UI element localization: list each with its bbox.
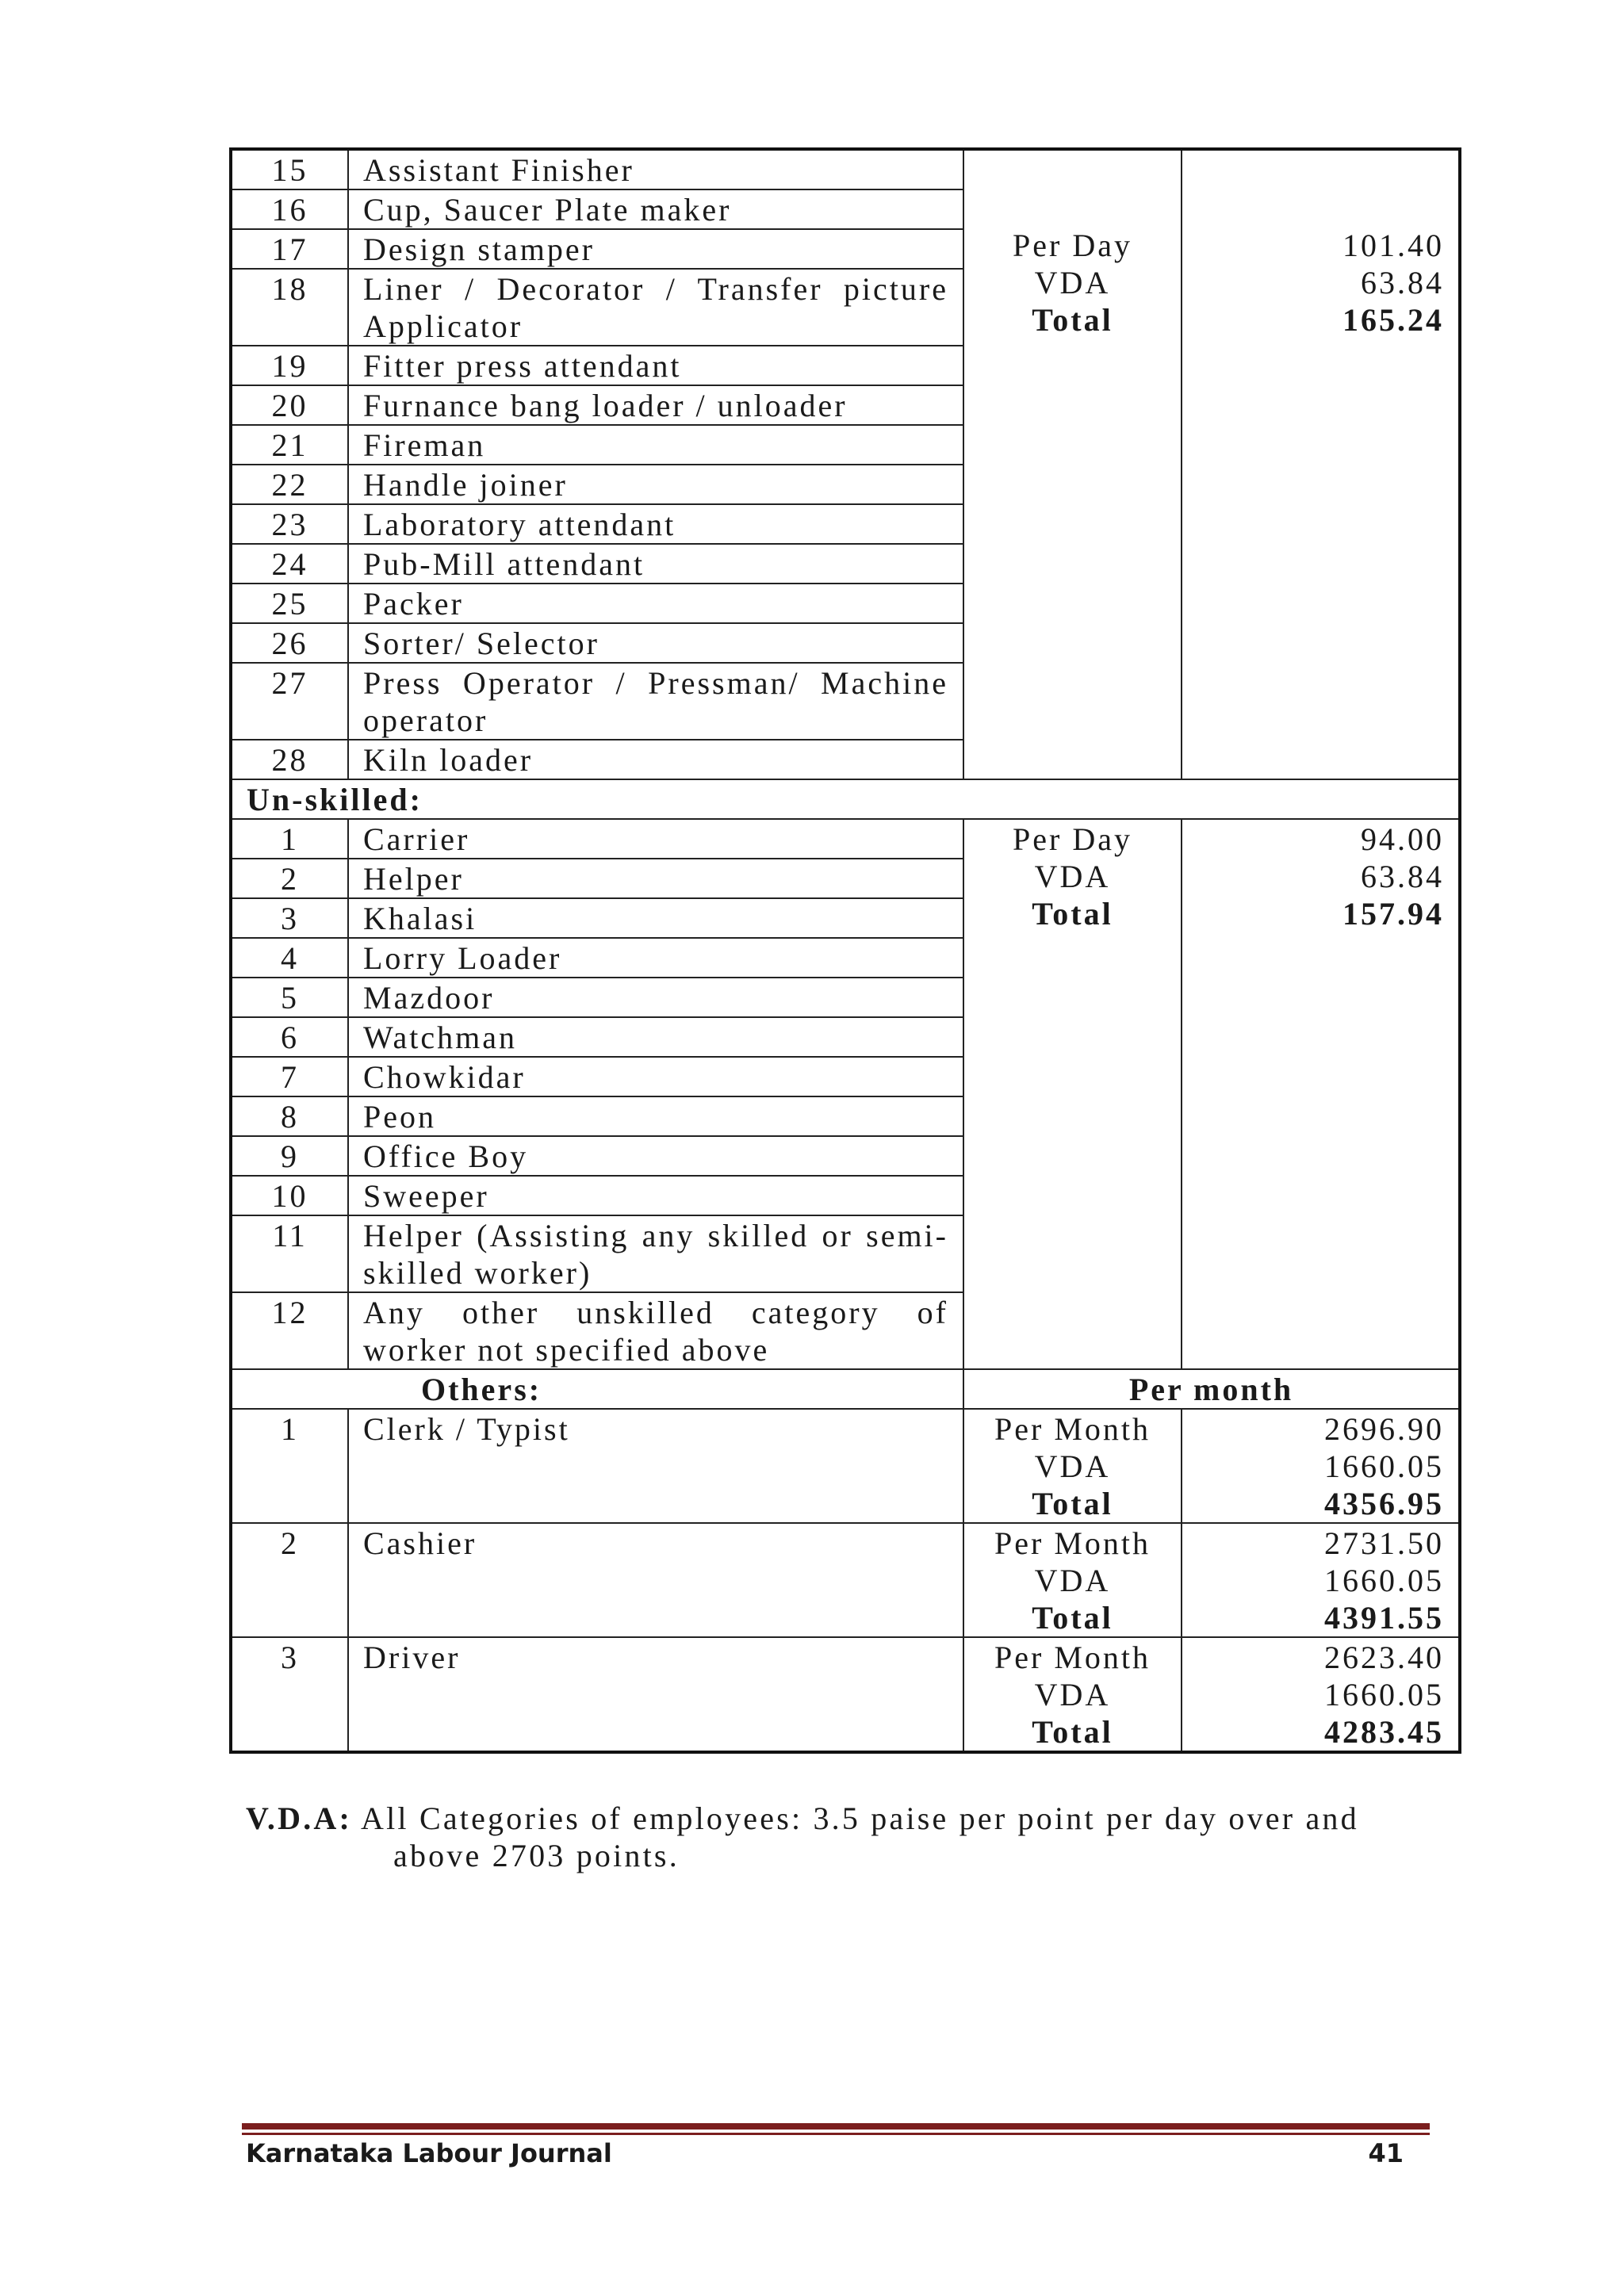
rate-values (1182, 1523, 1460, 1637)
row-number: 17 (231, 229, 348, 269)
rate-value-per-month: 2623.40 (1324, 1640, 1444, 1675)
row-number: 9 (231, 1136, 348, 1176)
wage-table (229, 147, 1461, 1754)
category-name: Laboratory attendant (348, 504, 963, 544)
rate-label-vda: VDA (1034, 1677, 1111, 1712)
rate-label-total: Total (1032, 1714, 1113, 1750)
rate-label-total: Total (1032, 896, 1113, 932)
rate-label-total: Total (1032, 1600, 1113, 1636)
rate-labels (963, 1523, 1182, 1637)
table-row (231, 149, 1460, 189)
category-name: Office Boy (348, 1136, 963, 1176)
category-name: Sorter/ Selector (348, 623, 963, 663)
category-name: Packer (348, 584, 963, 623)
vda-note-key: V.D.A: (246, 1800, 353, 1836)
category-name: Helper (Assisting any skilled or semi-skilled worker) (348, 1215, 963, 1292)
rate-labels (963, 1409, 1182, 1523)
row-number: 22 (231, 465, 348, 504)
row-number: 7 (231, 1057, 348, 1096)
row-number: 24 (231, 544, 348, 584)
table-row (231, 819, 1460, 859)
category-name: Kiln loader (348, 740, 963, 779)
rate-labels (963, 149, 1182, 779)
category-name: Handle joiner (348, 465, 963, 504)
rate-label-per-day: Per Day (1013, 228, 1132, 263)
category-name: Chowkidar (348, 1057, 963, 1096)
category-name: Carrier (348, 819, 963, 859)
per-month-heading: Per month (963, 1369, 1460, 1409)
row-number: 19 (231, 346, 348, 385)
category-name: Cashier (348, 1523, 963, 1637)
section-heading-row (231, 779, 1460, 819)
category-name: Helper (348, 859, 963, 898)
row-number: 2 (231, 859, 348, 898)
vda-note-text: All Categories of employees: 3.5 paise per point per day over and (361, 1800, 1359, 1836)
category-name: Lorry Loader (348, 938, 963, 978)
footer-page-number: 41 (1368, 2138, 1404, 2168)
row-number: 15 (231, 149, 348, 189)
rate-label-total: Total (1032, 1486, 1113, 1521)
rate-value-per-day: 94.00 (1361, 821, 1444, 857)
rate-value-total: 157.94 (1342, 896, 1444, 932)
footer-journal-title: Karnataka Labour Journal (246, 2138, 612, 2168)
row-number: 3 (231, 898, 348, 938)
category-name: Press Operator / Pressman/ Machine operator (348, 663, 963, 740)
rate-value-per-month: 2696.90 (1324, 1411, 1444, 1447)
row-number: 20 (231, 385, 348, 425)
rate-labels (963, 819, 1182, 1369)
footer-rule (242, 2123, 1430, 2130)
category-name: Fitter press attendant (348, 346, 963, 385)
row-number: 18 (231, 269, 348, 346)
row-number: 11 (231, 1215, 348, 1292)
table-row (231, 1637, 1460, 1752)
vda-note-text-continued: above 2703 points. (393, 1838, 680, 1873)
rate-label-total: Total (1032, 302, 1113, 338)
rate-label-per-day: Per Day (1013, 821, 1132, 857)
rate-value-total: 4356.95 (1324, 1486, 1444, 1521)
rate-value-vda: 1660.05 (1324, 1448, 1444, 1484)
row-number: 12 (231, 1292, 348, 1369)
rate-value-total: 4283.45 (1324, 1714, 1444, 1750)
vda-note (246, 1800, 1459, 1874)
category-name: Furnance bang loader / unloader (348, 385, 963, 425)
category-name: Driver (348, 1637, 963, 1752)
rate-value-per-month: 2731.50 (1324, 1525, 1444, 1561)
category-name: Liner / Decorator / Transfer picture Applicator (348, 269, 963, 346)
category-name: Watchman (348, 1017, 963, 1057)
rate-values (1182, 819, 1460, 1369)
category-name: Clerk / Typist (348, 1409, 963, 1523)
rate-label-vda: VDA (1034, 265, 1111, 300)
category-name: Khalasi (348, 898, 963, 938)
rate-values (1182, 1409, 1460, 1523)
rate-label-per-month: Per Month (994, 1525, 1151, 1561)
row-number: 1 (231, 1409, 348, 1523)
section-heading-others: Others: (231, 1369, 963, 1409)
table-row (231, 1409, 1460, 1523)
rate-value-total: 165.24 (1342, 302, 1444, 338)
rate-value-vda: 1660.05 (1324, 1677, 1444, 1712)
category-name: Assistant Finisher (348, 149, 963, 189)
section-heading-row (231, 1369, 1460, 1409)
rate-value-vda: 63.84 (1361, 859, 1444, 894)
category-name: Sweeper (348, 1176, 963, 1215)
rate-value-per-day: 101.40 (1342, 228, 1444, 263)
row-number: 27 (231, 663, 348, 740)
rate-labels (963, 1637, 1182, 1752)
row-number: 3 (231, 1637, 348, 1752)
category-name: Design stamper (348, 229, 963, 269)
row-number: 25 (231, 584, 348, 623)
row-number: 4 (231, 938, 348, 978)
row-number: 8 (231, 1096, 348, 1136)
row-number: 16 (231, 189, 348, 229)
rate-label-vda: VDA (1034, 1563, 1111, 1598)
category-name: Mazdoor (348, 978, 963, 1017)
rate-values (1182, 149, 1460, 779)
category-name: Any other unskilled category of worker not specified above (348, 1292, 963, 1369)
row-number: 2 (231, 1523, 348, 1637)
row-number: 5 (231, 978, 348, 1017)
row-number: 28 (231, 740, 348, 779)
rate-label-vda: VDA (1034, 859, 1111, 894)
row-number: 6 (231, 1017, 348, 1057)
rate-label-per-month: Per Month (994, 1640, 1151, 1675)
row-number: 23 (231, 504, 348, 544)
rate-label-per-month: Per Month (994, 1411, 1151, 1447)
table-row (231, 1523, 1460, 1637)
category-name: Peon (348, 1096, 963, 1136)
row-number: 21 (231, 425, 348, 465)
rate-value-vda: 1660.05 (1324, 1563, 1444, 1598)
category-name: Pub-Mill attendant (348, 544, 963, 584)
rate-label-vda: VDA (1034, 1448, 1111, 1484)
category-name: Cup, Saucer Plate maker (348, 189, 963, 229)
rate-values (1182, 1637, 1460, 1752)
row-number: 26 (231, 623, 348, 663)
section-heading-unskilled: Un-skilled: (231, 779, 1460, 819)
rate-value-vda: 63.84 (1361, 265, 1444, 300)
row-number: 10 (231, 1176, 348, 1215)
row-number: 1 (231, 819, 348, 859)
category-name: Fireman (348, 425, 963, 465)
footer-rule-thin (242, 2133, 1430, 2135)
rate-value-total: 4391.55 (1324, 1600, 1444, 1636)
